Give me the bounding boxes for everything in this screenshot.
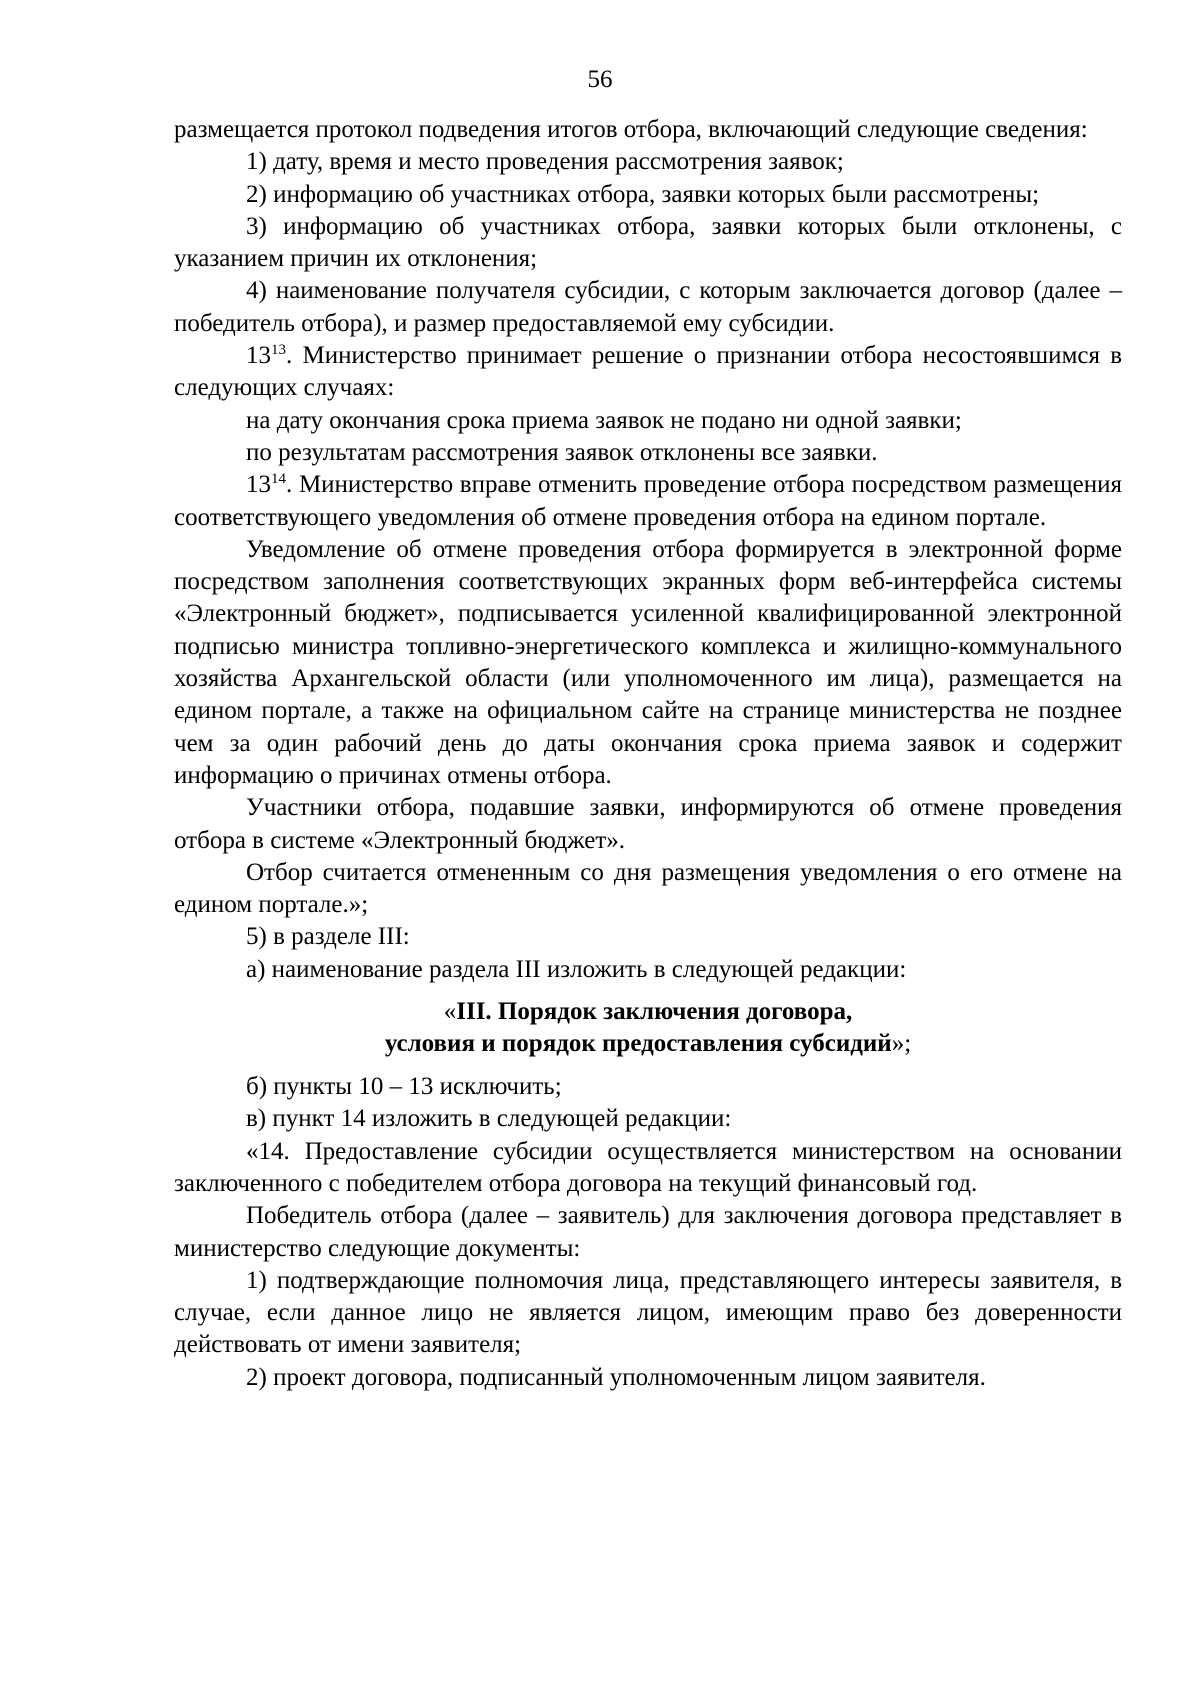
heading-close-quote: »; <box>891 1030 912 1058</box>
list-item-4-recipient: 4) наименование получателя субсидии, с которым заключается договор (далее – победитель отбора), и размер предоставляемой ему субсидии. <box>174 277 1122 337</box>
clause-number: 13 <box>246 471 271 499</box>
case-all-rejected: по результатам рассмотрения заявок отклонены все заявки. <box>246 438 878 466</box>
paragraph-participants-informed: Участники отбора, подавшие заявки, информируются об отмене проведения отбора в системе «Электронный бюджет». <box>174 794 1122 854</box>
clause-13-13 <box>174 340 1122 405</box>
clause-text: . Министерство принимает решение о признании отбора несостоявшимся в следующих случаях: <box>174 342 1122 402</box>
case-no-applications: на дату окончания срока приема заявок не подано ни одной заявки; <box>246 406 962 434</box>
item-5-section-iii: 5) в разделе III: <box>246 923 410 951</box>
heading-open-quote: « <box>443 998 457 1026</box>
clause-number: 13 <box>246 342 271 370</box>
document-item-2-draft-contract: 2) проект договора, подписанный уполномоченным лицом заявителя. <box>246 1363 986 1391</box>
page-number: 56 <box>587 66 613 93</box>
paragraph-protocol-info: размещается протокол подведения итогов отбора, включающий следующие сведения: <box>174 116 1088 143</box>
list-item-3-rejected: 3) информацию об участниках отбора, заявки которых были отклонены, с указанием причин их отклонения; <box>174 212 1122 273</box>
document-item-1-authority: 1) подтверждающие полномочия лица, представляющего интересы заявителя, в случае, если данное лицо не является лицом, имеющим право без доверенности действовать от имени заявителя; <box>174 1266 1122 1359</box>
clause-text: . Министерство вправе отменить проведение отбора посредством размещения соответствующего уведомления об отмене проведения отбора на едином портале. <box>174 471 1122 531</box>
paragraph-selection-cancelled: Отбор считается отмененным со дня размещения уведомления о его отмене на едином портале.»; <box>174 858 1122 919</box>
heading-line-2: условия и порядок предоставления субсидий <box>384 1030 892 1058</box>
item-a-section-title: а) наименование раздела III изложить в следующей редакции: <box>246 955 907 983</box>
clause-superscript: 13 <box>271 342 286 359</box>
item-v-point-14: в) пункт 14 изложить в следующей редакции: <box>246 1105 732 1133</box>
list-item-1-date: 1) дату, время и место проведения рассмотрения заявок; <box>246 148 844 176</box>
clause-14-subsidy: «14. Предоставление субсидии осуществляется министерством на основании заключенного с победителем отбора договора на текущий финансовый год. <box>174 1137 1122 1197</box>
document-body <box>174 114 1122 1394</box>
clause-superscript: 14 <box>271 471 286 488</box>
paragraph-cancellation-notice: Уведомление об отмене проведения отбора формируется в электронной форме посредством заполнения соответствующих экранных форм веб-интерфейса системы «Электронный бюджет», подписывается усиленной квалифицированной электронной подписью министра топливно-энергетического комплекса и жилищно-коммунального хозяйства Архангельской области (или уполномоченного им лица), размещается на едином портале, а также на официальном сайте на странице министерства не позднее чем за один рабочий день до даты окончания срока приема заявок и содержит информацию о причинах отмены отбора. <box>174 535 1122 789</box>
item-b-exclude-points: б) пункты 10 – 13 исключить; <box>246 1073 562 1101</box>
list-item-2-considered: 2) информацию об участниках отбора, заявки которых были рассмотрены; <box>246 180 1040 208</box>
heading-line-1: III. Порядок заключения договора, <box>456 998 853 1026</box>
section-iii-heading <box>174 996 1122 1060</box>
clause-13-14 <box>174 469 1122 534</box>
paragraph-winner-documents: Победитель отбора (далее – заявитель) для заключения договора представляет в министерство следующие документы: <box>174 1202 1122 1262</box>
